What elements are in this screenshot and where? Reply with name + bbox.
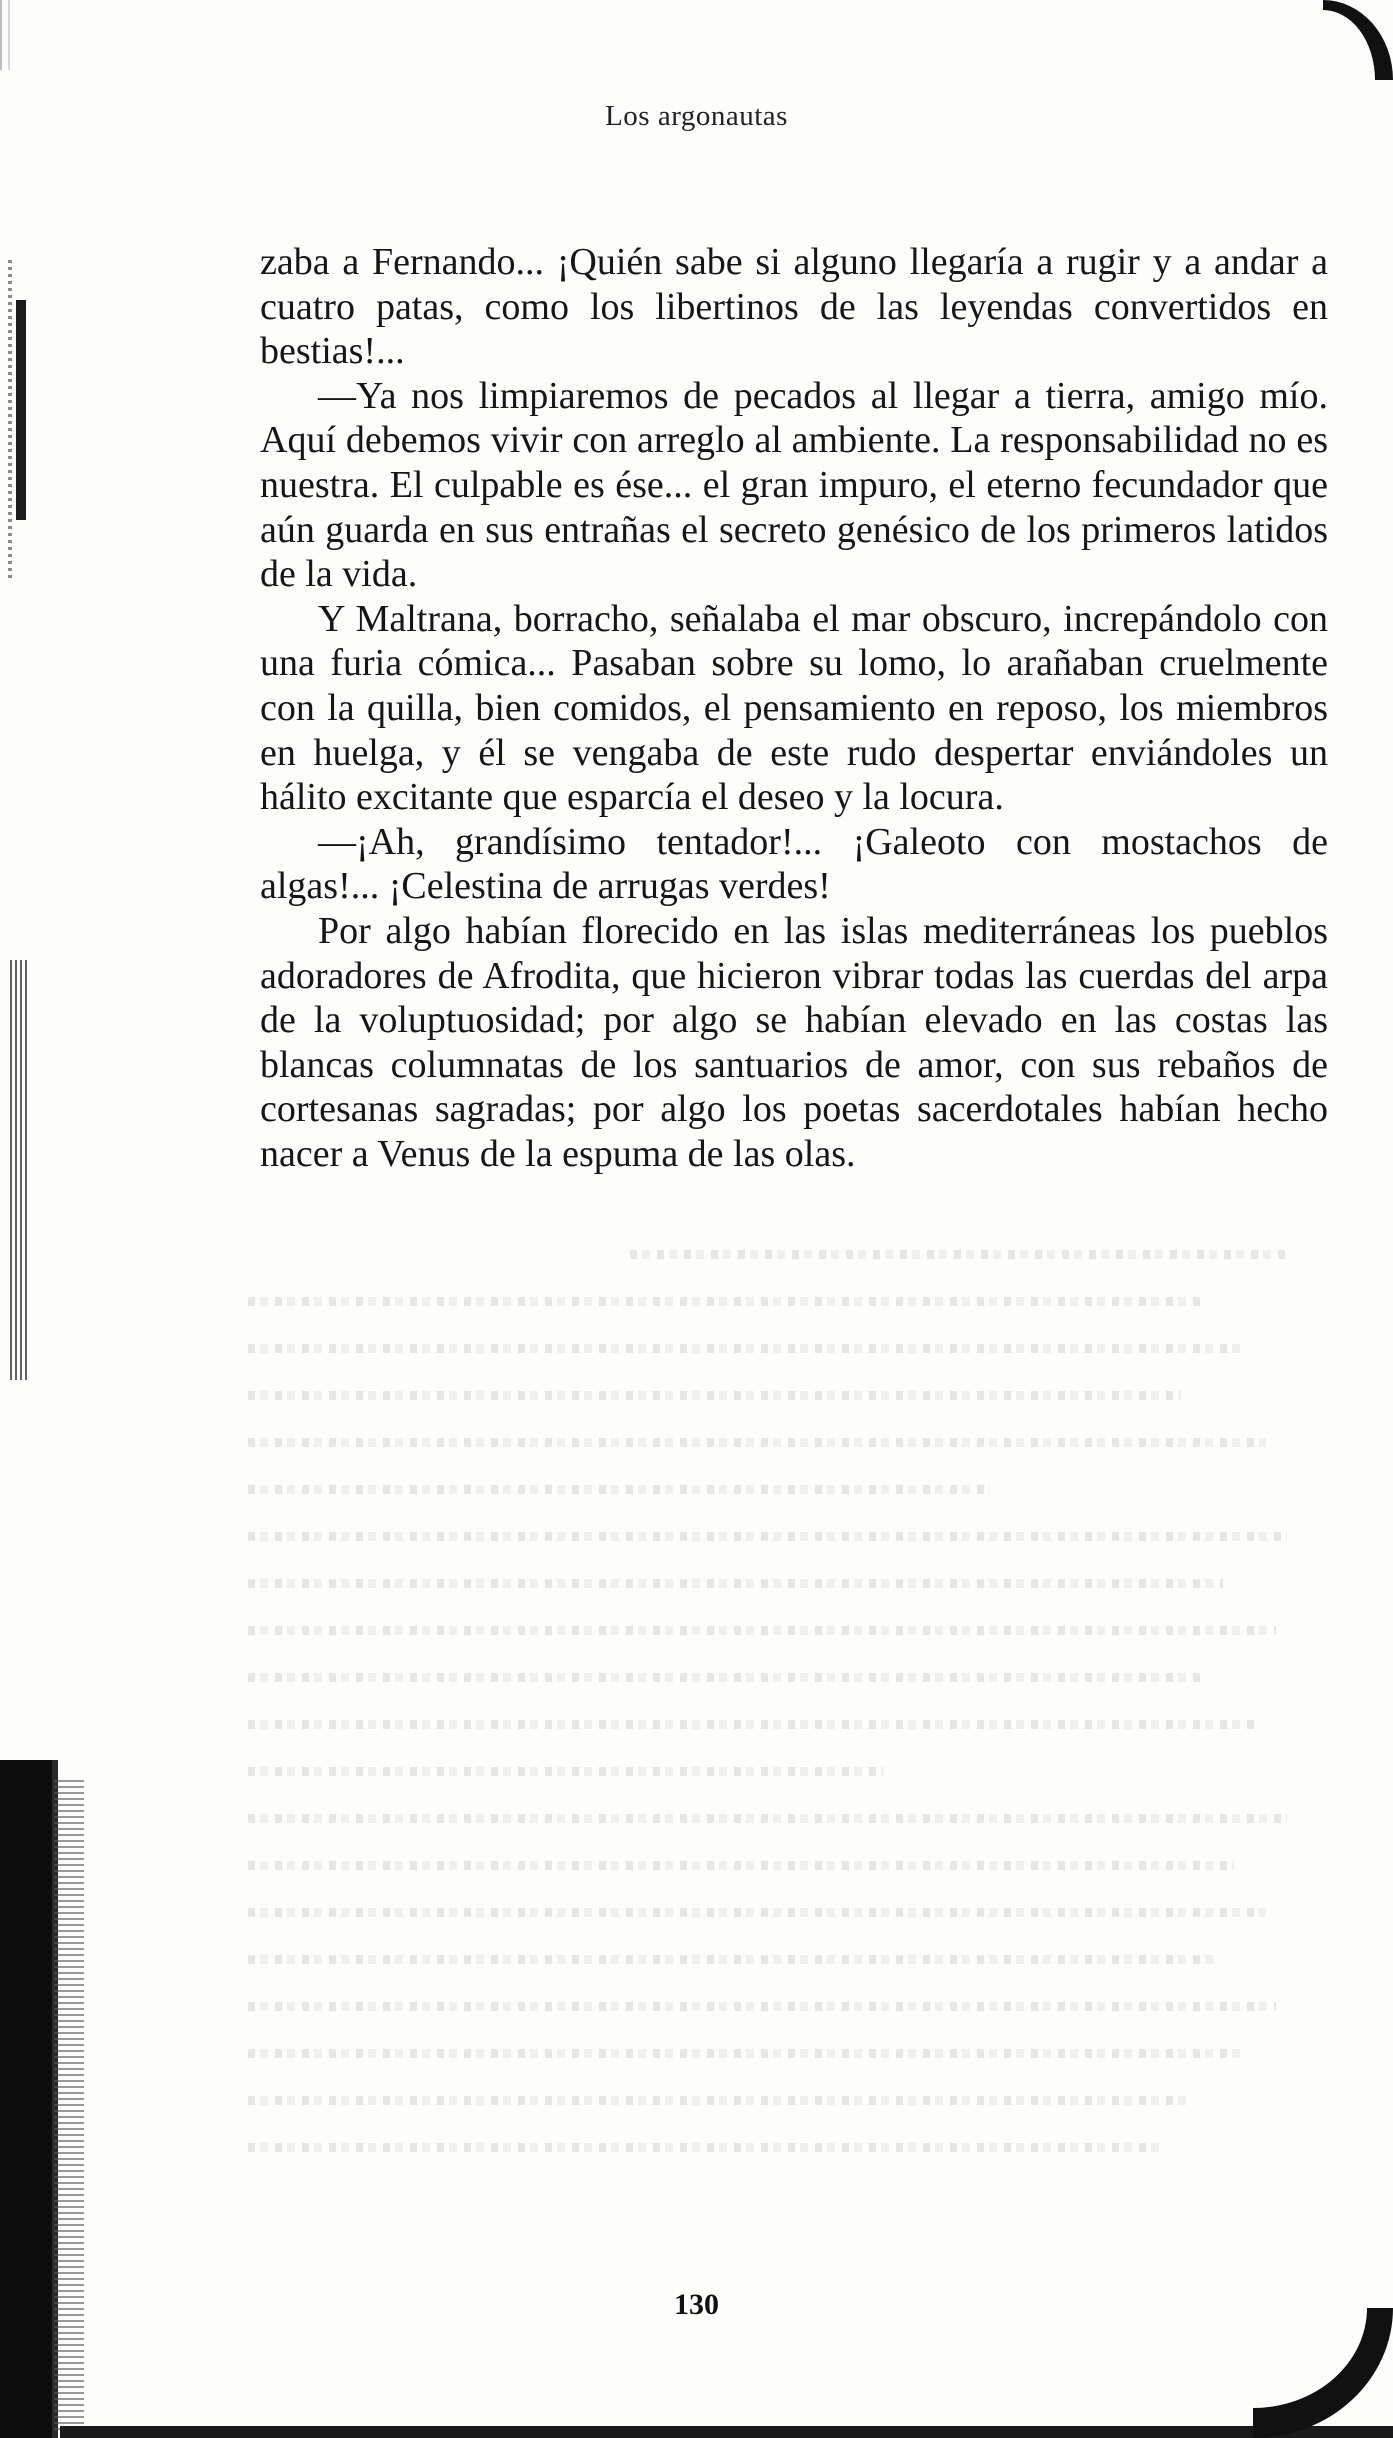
page-number: 130 (674, 2288, 719, 2321)
page-curl-top-right (1323, 0, 1393, 80)
paragraph: Y Maltrana, borracho, señalaba el mar obscuro, increpándolo con una furia cómica... Pasaban sobre su lomo, lo arañaban cruelmente con la quilla, bien comidos, el pensamiento en reposo, los miembros en huelga, y él se vengaba de este rudo despertar enviándoles un hálito excitante que esparcía el deseo y la locura. (260, 597, 1328, 819)
scan-edge-artifact (54, 1780, 84, 2430)
bleed-line (248, 1908, 1266, 1917)
paragraph: —Ya nos limpiaremos de pecados al llegar a tierra, amigo mío. Aquí debemos vivir con arreglo al ambiente. La responsabilidad no es nuestra. El culpable es ése... el gran impuro, el eterno fecundador que aún guarda en sus entrañas el secreto genésico de los primeros latidos de la vida. (260, 374, 1328, 596)
scan-edge-artifact (8, 260, 12, 580)
scan-edge-artifact (16, 300, 26, 520)
bleed-line (248, 2143, 1160, 2152)
bleed-line (630, 1250, 1287, 1259)
body-text (260, 240, 1328, 1176)
bleed-line (248, 1767, 884, 1776)
bleed-line (248, 1626, 1276, 1635)
bleed-line (248, 1438, 1266, 1447)
bleed-line (248, 2002, 1276, 2011)
paragraph: Por algo habían florecido en las islas mediterráneas los pueblos adoradores de Afrodita, que hicieron vibrar todas las cuerdas del arpa de la voluptuosidad; por algo se habían elevado en las costas las blancas columnatas de los santuarios de amor, con sus rebaños de cortesanas sagradas; por algo los poetas sacerdotales habían hecho nacer a Venus de la espuma de las olas. (260, 909, 1328, 1175)
bleed-line (248, 1297, 1202, 1306)
bleed-line (248, 1391, 1181, 1400)
running-head: Los argonautas (605, 100, 788, 132)
bleed-line (248, 1955, 1213, 1964)
paragraph: —¡Ah, grandísimo tentador!... ¡Galeoto con mostachos de algas!... ¡Celestina de arrugas verdes! (260, 820, 1328, 908)
scan-bottom-edge (60, 2426, 1393, 2438)
bleed-line (248, 1344, 1244, 1353)
bleed-line (248, 1579, 1223, 1588)
bleed-line (248, 2096, 1191, 2105)
bleed-line (248, 1720, 1255, 1729)
page-curl-bottom-right (1253, 2308, 1393, 2438)
bleed-line (248, 1532, 1287, 1541)
bleed-line (248, 1673, 1202, 1682)
bleed-line (248, 2049, 1244, 2058)
paragraph: zaba a Fernando... ¡Quién sabe si alguno llegaría a rugir y a andar a cuatro patas, como los libertinos de las leyendas convertidos en bestias!... (260, 241, 1328, 373)
scan-edge-artifact (0, 0, 36, 70)
scan-edge-artifact (10, 960, 28, 1380)
show-through-reverse-page (248, 1250, 1308, 2260)
bleed-line (248, 1814, 1287, 1823)
bleed-line (248, 1485, 990, 1494)
bleed-line (248, 1861, 1234, 1870)
